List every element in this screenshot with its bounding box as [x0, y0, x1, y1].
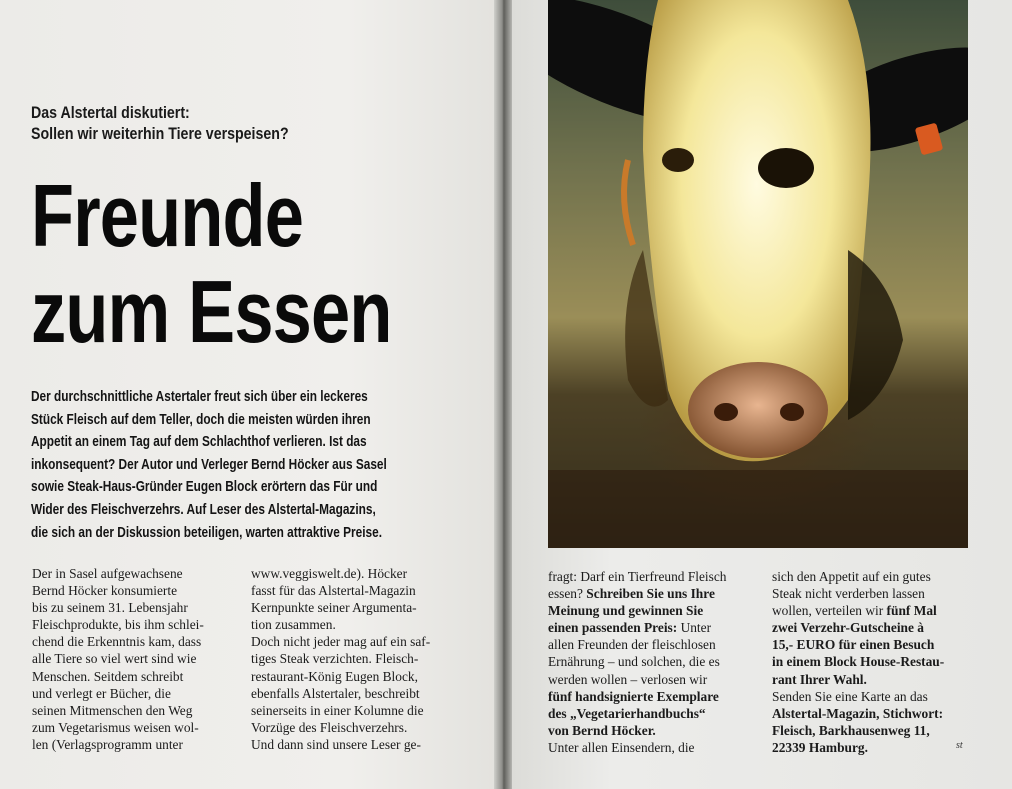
body-line: ebenfalls Alstertaler, beschreibt: [251, 685, 420, 701]
body-line: Bernd Höcker konsumierte: [32, 583, 178, 599]
body-line: Fleisch, Barkhausenweg 11,: [772, 722, 930, 738]
body-line: Doch nicht jeder mag auf ein saf-: [251, 634, 431, 650]
intro-line: inkonsequent? Der Autor und Verleger Bernd Höcker aus Sasel: [31, 455, 387, 473]
body-line: restaurant-König Eugen Block,: [251, 668, 418, 684]
body-line: www.veggiswelt.de). Höcker: [251, 566, 408, 581]
body-text: Unter: [677, 620, 712, 636]
author-signature: st: [956, 740, 963, 751]
body-line: zwei Verzehr-Gutscheine à: [772, 620, 924, 636]
intro-line: Stück Fleisch auf dem Teller, doch die meisten würden ihren: [31, 410, 371, 428]
body-text-bold: Schreiben Sie uns Ihre: [586, 586, 715, 602]
body-line: seinen Mitmenschen den Weg: [32, 702, 193, 718]
body-text-bold: fünf Mal: [886, 603, 937, 619]
body-line: fragt: Darf ein Tierfreund Fleisch: [548, 569, 727, 584]
kicker: [31, 103, 409, 145]
body-line: in einem Block House-Restau-: [772, 654, 945, 670]
body-line: Steak nicht verderben lassen: [772, 586, 925, 602]
body-line: Vorzüge des Fleischverzehrs.: [251, 719, 408, 735]
body-line: zum Vegetarismus weisen wol-: [32, 719, 199, 735]
body-line: von Bernd Höcker.: [548, 722, 656, 738]
body-line: des „Vegetarierhandbuchs“: [548, 705, 706, 721]
kicker-line-1: Das Alstertal diskutiert:: [31, 104, 190, 122]
body-line: allen Freunden der fleischlosen: [548, 637, 716, 653]
body-column-3: [548, 568, 753, 756]
body-text: essen?: [548, 586, 587, 602]
body-line: chend die Erkenntnis kam, dass: [32, 634, 202, 650]
cow-illustration: [548, 0, 968, 548]
body-line: tion zusammen.: [251, 617, 336, 633]
body-line: [548, 585, 753, 602]
body-line: fünf handsignierte Exemplare: [548, 688, 719, 704]
kicker-line-2: Sollen wir weiterhin Tiere verspeisen?: [31, 125, 289, 143]
headline-line-1: Freunde: [31, 166, 304, 265]
body-line: alle Tiere so viel wert sind wie: [32, 651, 197, 667]
body-line: tiges Steak verzichten. Fleisch-: [251, 651, 419, 667]
body-line: seinerseits in einer Kolumne die: [251, 702, 424, 718]
body-line: werden wollen – verlosen wir: [548, 671, 708, 687]
intro-line: Der durchschnittliche Astertaler freut sich über ein leckeres: [31, 388, 368, 405]
body-column-4: [772, 568, 977, 756]
body-text: wollen, verteilen wir: [772, 603, 887, 619]
intro-line: Appetit an einem Tag auf dem Schlachthof verlieren. Ist das: [31, 433, 367, 451]
body-line: Ernährung – und solchen, die es: [548, 654, 720, 670]
body-line: sich den Appetit auf ein gutes: [772, 569, 931, 584]
body-line: Unter allen Einsendern, die: [548, 739, 695, 755]
body-line: und verlegt er Bücher, die: [32, 685, 171, 701]
intro-line: sowie Steak-Haus-Gründer Eugen Block erörtern das Für und: [31, 478, 378, 496]
intro-line: Wider des Fleischverzehrs. Auf Leser des Alstertal-Magazins,: [31, 500, 376, 518]
body-line: [772, 602, 977, 619]
cow-photo: [548, 0, 968, 548]
body-line: fasst für das Alstertal-Magazin: [251, 583, 416, 599]
page-gutter: [494, 0, 512, 789]
body-line: Menschen. Seitdem schreibt: [32, 668, 184, 684]
body-line: Meinung und gewinnen Sie: [548, 603, 704, 619]
body-column-2: [251, 565, 451, 753]
body-line: bis zu seinem 31. Lebensjahr: [32, 600, 188, 616]
body-line: 15,- EURO für einen Besuch: [772, 637, 935, 653]
body-text-bold: einen passenden Preis:: [548, 620, 678, 636]
body-line: Kernpunkte seiner Argumenta-: [251, 600, 417, 616]
body-column-1: [32, 565, 232, 753]
body-line: Der in Sasel aufgewachsene: [32, 566, 183, 581]
headline-line-2: zum Essen: [31, 262, 392, 361]
body-line: len (Verlagsprogramm unter: [32, 736, 183, 752]
body-line: rant Ihrer Wahl.: [772, 671, 867, 687]
body-line: Und dann sind unsere Leser ge-: [251, 736, 421, 752]
body-line: Alstertal-Magazin, Stichwort:: [772, 705, 944, 721]
body-line: Senden Sie eine Karte an das: [772, 688, 928, 704]
intro-line: die sich an der Diskussion beteiligen, warten attraktive Preise.: [31, 523, 383, 541]
intro-paragraph: [31, 386, 458, 544]
headline: [31, 168, 479, 360]
body-line: 22339 Hamburg.: [772, 739, 868, 755]
body-line: [548, 619, 753, 636]
body-line: Fleischprodukte, bis ihm schlei-: [32, 617, 204, 633]
